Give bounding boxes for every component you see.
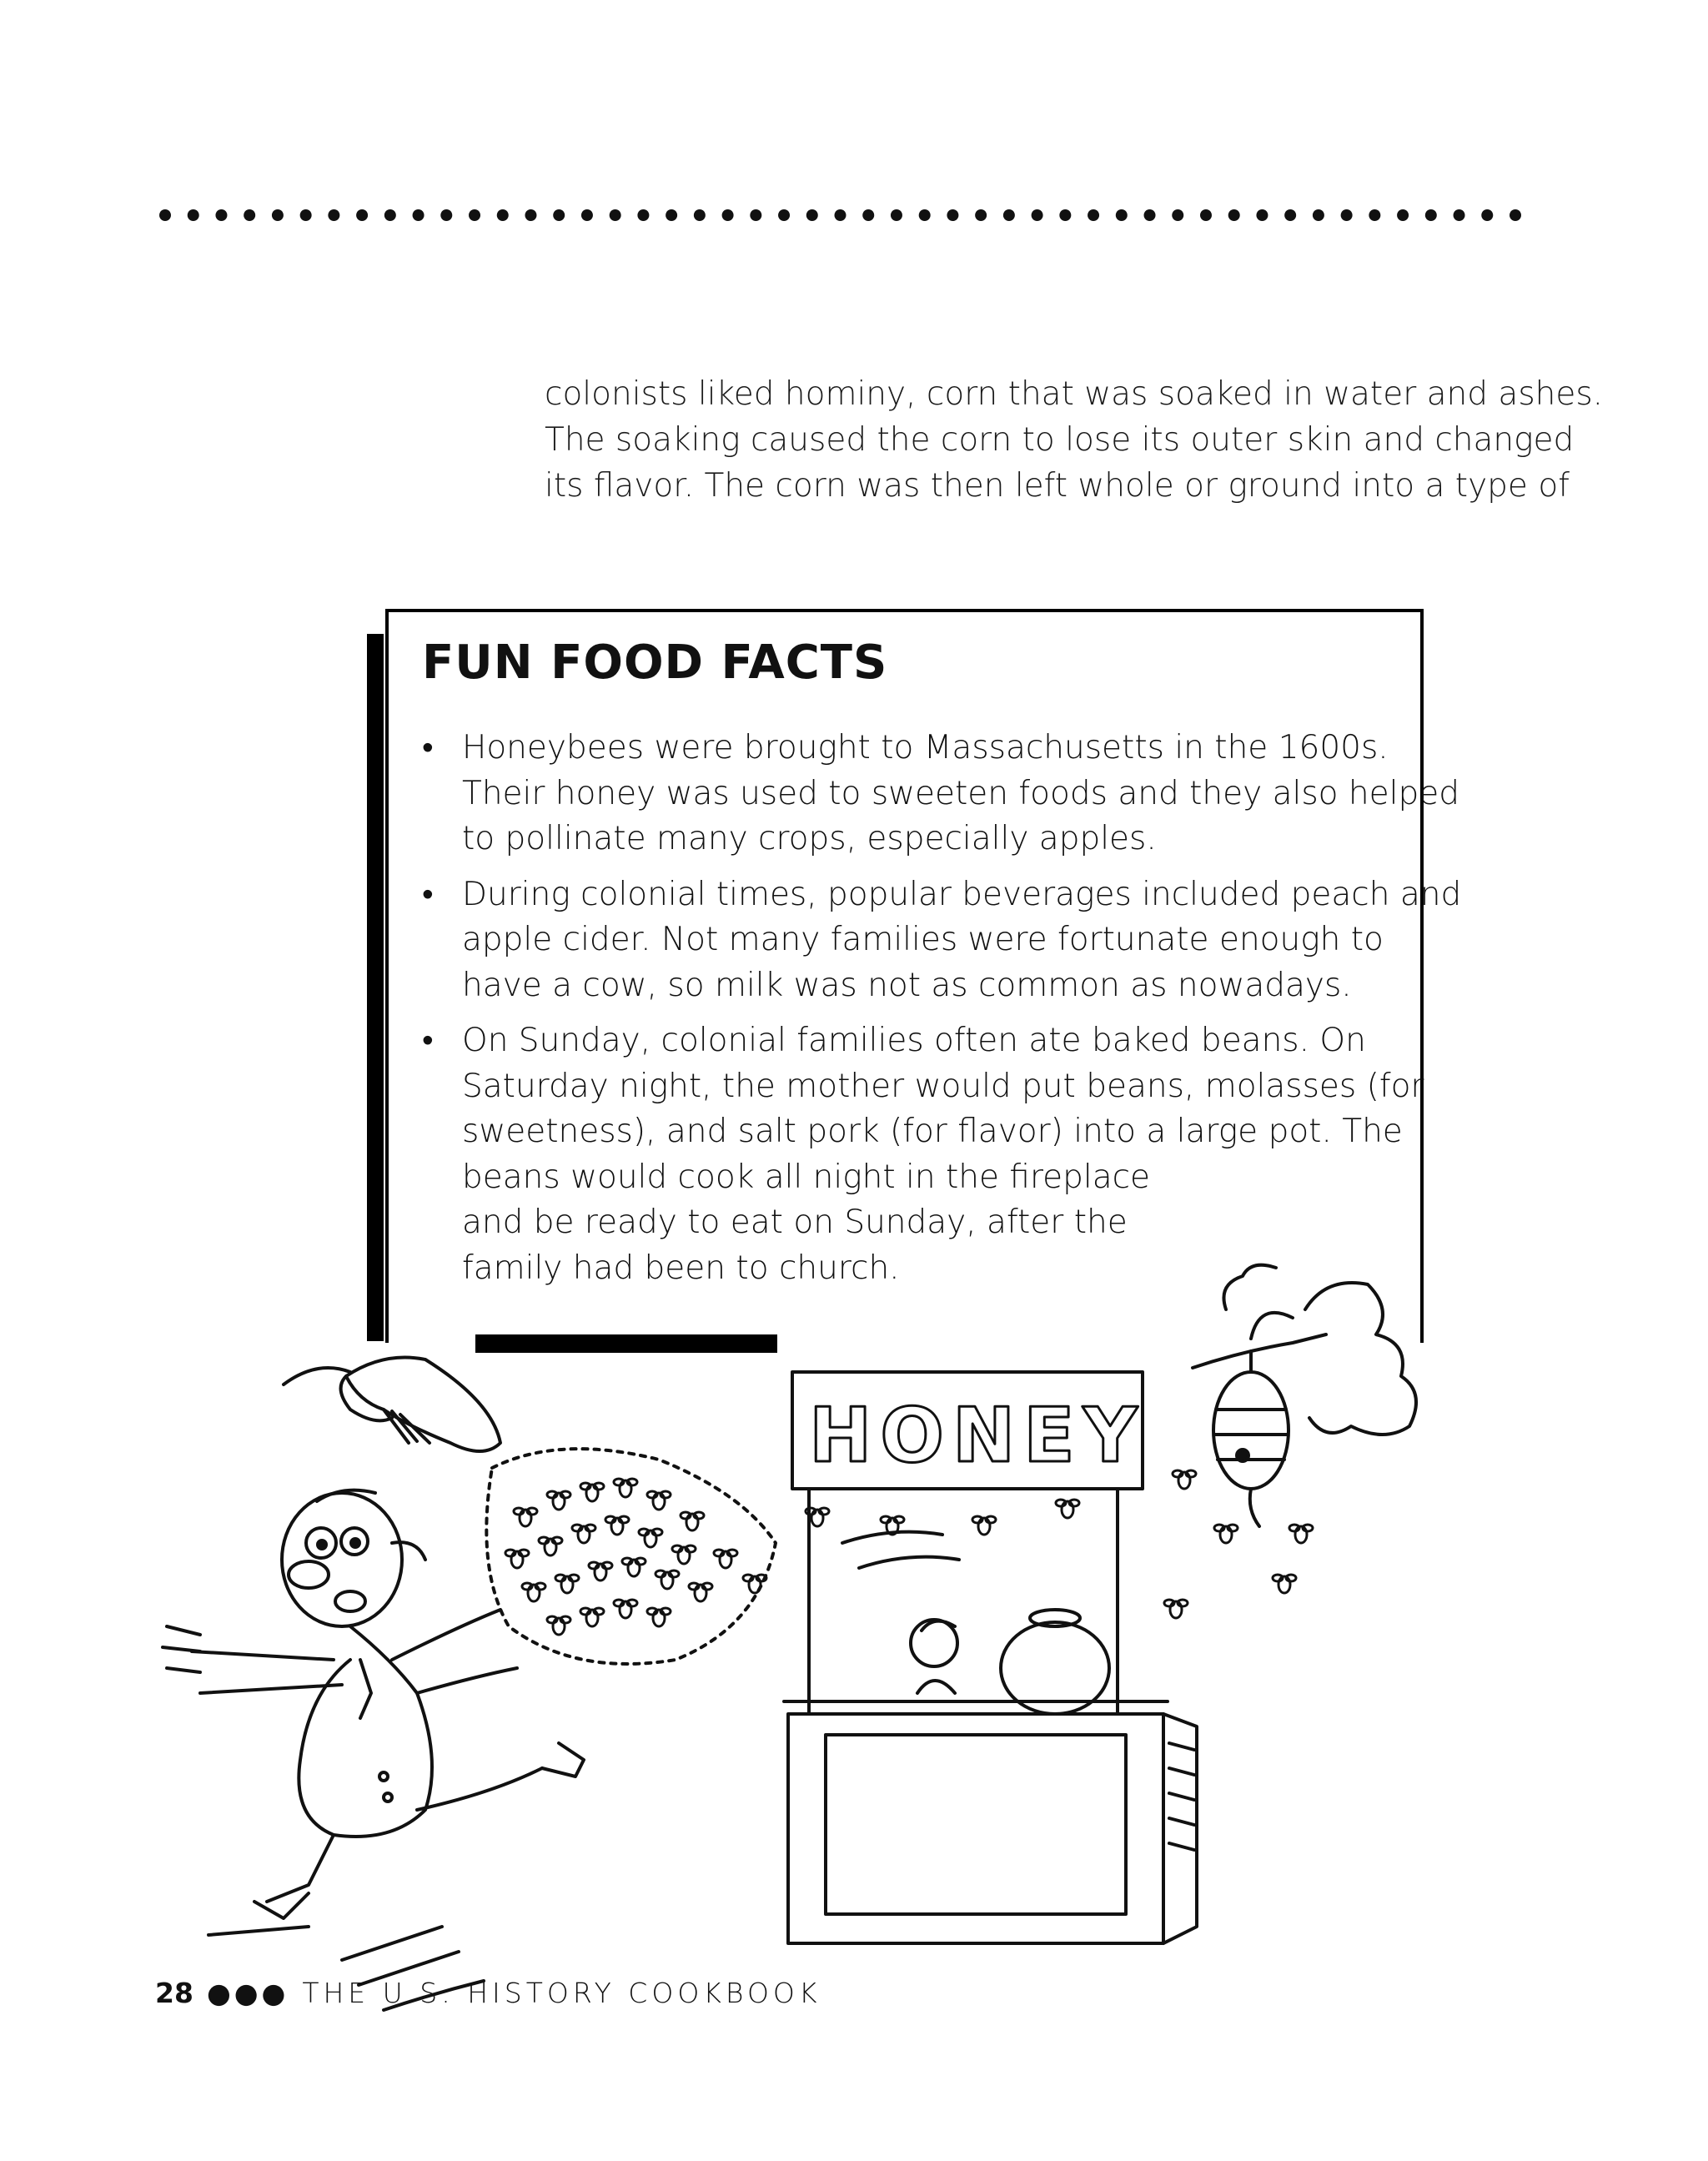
running-man-drawing	[163, 1490, 584, 2010]
tree-and-hive-drawing	[1193, 1265, 1416, 1526]
honey-sign-text: HONEY	[809, 1392, 1146, 1480]
divider-dot	[1481, 209, 1493, 221]
divider-dot	[1059, 209, 1071, 221]
divider-dot	[244, 209, 255, 221]
divider-dot	[1369, 209, 1380, 221]
fact-line: • During colonial times, popular beverages included peach and	[462, 875, 1462, 913]
divider-dot	[1088, 209, 1099, 221]
bee-icon	[1056, 1500, 1079, 1518]
fun-facts-title: FUN FOOD FACTS	[422, 636, 888, 690]
fact-line: • On Sunday, colonial families often ate baked beans. On	[462, 1022, 1366, 1059]
divider-dot	[1256, 209, 1268, 221]
divider-dot	[525, 209, 536, 221]
bee-icon	[647, 1491, 671, 1510]
divider-dot	[750, 209, 761, 221]
bee-icon	[580, 1608, 604, 1626]
bee-icon	[514, 1508, 537, 1526]
divider-dot	[1172, 209, 1183, 221]
flying-hat-drawing	[284, 1358, 500, 1452]
divider-dot	[1116, 209, 1128, 221]
divider-dot	[1313, 209, 1324, 221]
divider-dot	[413, 209, 424, 221]
fact-line: sweetness), and salt pork (for flavor) into a large pot. The	[462, 1113, 1403, 1150]
divider-dot	[1228, 209, 1240, 221]
page-footer	[155, 1977, 821, 2009]
fact-line: to pollinate many crops, especially apples.	[462, 820, 1157, 857]
intro-paragraph	[545, 371, 1604, 509]
book-title: THE U.S. HISTORY COOKBOOK	[302, 1977, 821, 2009]
fact-line: • Honeybees were brought to Massachusetts in the 1600s.	[462, 729, 1389, 766]
divider-dot	[497, 209, 509, 221]
bee-icon	[743, 1575, 766, 1593]
fact-line: Saturday night, the mother would put beans, molasses (for	[462, 1067, 1424, 1105]
cartoon-illustration	[142, 1193, 1443, 2027]
divider-dot	[440, 209, 452, 221]
bee-swarm-drawing	[486, 1449, 1313, 1664]
divider-dot	[1454, 209, 1465, 221]
divider-dot	[722, 209, 734, 221]
fact-line: Their honey was used to sweeten foods and they also helped	[462, 774, 1459, 812]
divider-dot	[778, 209, 790, 221]
bee-icon	[1164, 1600, 1188, 1618]
divider-dot	[1510, 209, 1521, 221]
dotted-divider	[158, 207, 1522, 224]
divider-dot	[637, 209, 649, 221]
divider-dot	[1284, 209, 1296, 221]
divider-dot	[610, 209, 621, 221]
divider-dot	[975, 209, 987, 221]
bee-icon	[1273, 1575, 1296, 1593]
bee-icon	[672, 1545, 696, 1564]
bee-icon	[547, 1616, 570, 1635]
divider-dot	[553, 209, 565, 221]
divider-dot	[328, 209, 339, 221]
bee-icon	[539, 1537, 562, 1555]
honey-stand-drawing	[784, 1372, 1197, 1943]
bee-icon	[639, 1529, 662, 1547]
fact-line: have a cow, so milk was not as common as nowadays.	[462, 966, 1352, 1004]
intro-line: colonists liked hominy, corn that was soaked in water and ashes.	[545, 375, 1604, 413]
bee-icon	[656, 1570, 679, 1589]
divider-dot	[159, 209, 171, 221]
bee-icon	[580, 1483, 604, 1501]
page-number: 28	[155, 1977, 193, 2009]
divider-dot	[806, 209, 818, 221]
bee-icon	[689, 1583, 712, 1601]
bee-icon	[555, 1575, 579, 1593]
divider-dot	[862, 209, 874, 221]
bee-icon	[614, 1479, 637, 1497]
fact-line: beans would cook all night in the fireplace	[462, 1158, 1151, 1196]
bee-icon	[714, 1550, 737, 1568]
fact-item	[422, 872, 1462, 1009]
fact-line: and be ready to eat on Sunday, after the	[462, 1204, 1128, 1241]
divider-dot	[919, 209, 931, 221]
footer-dots: ●●●	[206, 1977, 289, 2009]
bee-icon	[647, 1608, 671, 1626]
divider-dot	[1397, 209, 1409, 221]
bee-icon	[1214, 1525, 1238, 1543]
bee-icon	[589, 1562, 612, 1581]
divider-dot	[694, 209, 706, 221]
bee-icon	[547, 1491, 570, 1510]
divider-dot	[469, 209, 480, 221]
divider-dot	[1341, 209, 1353, 221]
divider-dot	[1200, 209, 1212, 221]
divider-dot	[272, 209, 284, 221]
intro-line: The soaking caused the corn to lose its outer skin and changed	[545, 421, 1575, 459]
divider-dot	[384, 209, 396, 221]
bee-icon	[572, 1525, 595, 1543]
bee-icon	[622, 1558, 646, 1576]
divider-dot	[581, 209, 593, 221]
divider-dot	[835, 209, 846, 221]
bee-icon	[522, 1583, 545, 1601]
fact-line: family had been to church.	[462, 1249, 900, 1287]
divider-dot	[356, 209, 368, 221]
bee-icon	[1289, 1525, 1313, 1543]
divider-dot	[1003, 209, 1015, 221]
fact-line: apple cider. Not many families were fortunate enough to	[462, 921, 1384, 958]
divider-dot	[215, 209, 227, 221]
divider-dot	[891, 209, 902, 221]
divider-dot	[1144, 209, 1156, 221]
intro-line: its flavor. The corn was then left whole or ground into a type of	[545, 467, 1570, 505]
bee-icon	[1173, 1470, 1196, 1489]
fact-item	[422, 726, 1459, 862]
bee-icon	[681, 1512, 704, 1530]
bee-icon	[605, 1516, 629, 1535]
divider-dot	[1425, 209, 1437, 221]
divider-dot	[1032, 209, 1043, 221]
divider-dot	[300, 209, 312, 221]
divider-dot	[947, 209, 958, 221]
divider-dot	[666, 209, 677, 221]
bee-icon	[972, 1516, 996, 1535]
bee-icon	[614, 1600, 637, 1618]
divider-dot	[188, 209, 199, 221]
bee-icon	[505, 1550, 529, 1568]
